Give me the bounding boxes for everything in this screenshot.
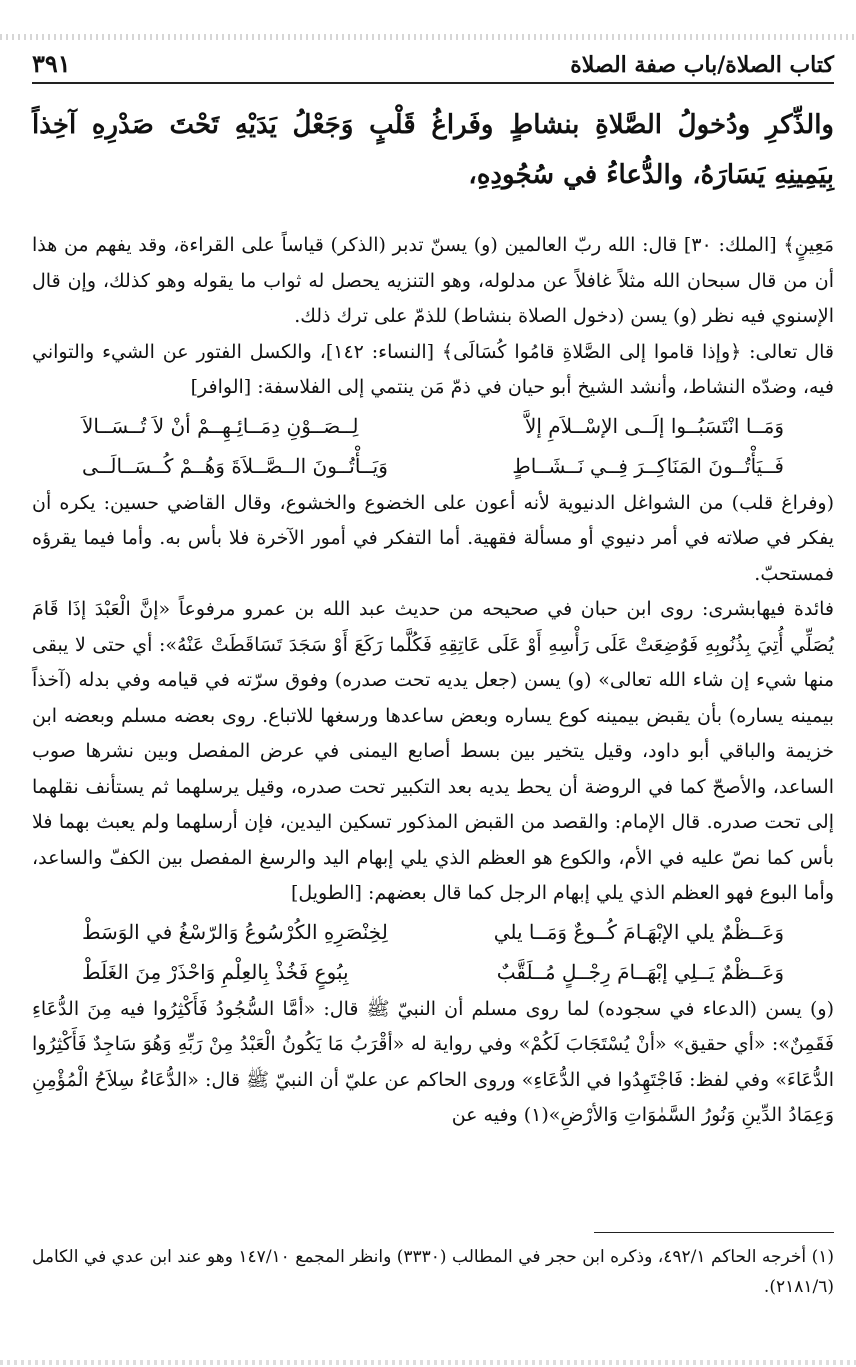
verse-hemistich-b: وَيَــأْتُــونَ الــصَّــلاَةَ وَهُــمْ كُــسَــالَــى xyxy=(82,453,388,478)
verse-hemistich-a: وَمَــا انْتَسَبُــوا إلَــى الإسْــلاَمِ إلاَّ xyxy=(524,413,784,438)
verse-line-4 xyxy=(32,952,834,992)
footnote-1: (١) أخرجه الحاكم ٤٩٢/١، وذكره ابن حجر في المطالب (٣٣٣٠) وانظر المجمع ١٤٧/١٠ وهو عند ابن عدي في الكامل (٢١٨١/٦). xyxy=(32,1247,834,1297)
paragraph-2: قال تعالى: ﴿وإذا قاموا إلى الصَّلاةِ قامُوا كُسَالَى﴾ [النساء: ١٤٢]، والكسل الفتور عن الشيء والتواني فيه، وضدّه النشاط، وأنشد الشيخ أبو حيان في ذمّ مَن ينتمي إلى الفلاسفة: [الوافر] xyxy=(32,340,834,398)
commentary xyxy=(32,228,834,1134)
verse-hemistich-b: لِخِنْصَرِهِ الكُرْسُوعُ وَالرّسْغُ في الوَسَطْ xyxy=(82,919,388,944)
running-title: كتاب الصلاة/باب صفة الصلاة xyxy=(570,52,834,78)
scan-edge-bottom xyxy=(0,1360,856,1365)
verse-hemistich-a: وَعَــظْمٌ يَــلِي إبْهَــامَ رِجْــلٍ مُــلَقَّبٌ xyxy=(496,959,784,984)
paragraph-1: مَعِينٍ﴾ [الملك: ٣٠] قال: الله ربّ العالمين (و) يسنّ تدبر (الذكر) قياساً على القراءة، وقد يفهم من هذا أن من قال سبحان الله مثلاً غافلاً عن مدلوله، وهو التنزيه يحصل له ثواب ما يقوله وهو كذلك، وإن قال الإسنوي فيه نظر (و) يسن (دخول الصلاة بنشاط) للذمّ على ترك ذلك. xyxy=(32,234,834,327)
page-header xyxy=(32,42,834,84)
footnotes xyxy=(32,1242,834,1302)
scan-edge-top xyxy=(0,34,856,40)
paragraph-5: (و) يسن (الدعاء في سجوده) لما روى مسلم أن النبيّ ﷺ قال: «أمَّا السُّجُودُ فَأَكْثِرُوا فيه مِنَ الدُّعَاءِ فَقَمِنٌ»: «أي حقيق» «أنْ يُسْتَجَابَ لَكُمْ» وفي رواية له «أقْرَبُ مَا يَكُونُ الْعَبْدُ مِنْ رَبِّهِ وَهُوَ سَاجِدٌ فَأَكْثِرُوا الدُّعَاءَ» وفي لفظ: فَاجْتَهِدُوا في الدُّعَاءِ» وروى الحاكم عن عليّ أن النبيّ ﷺ قال: «الدُّعَاءُ سِلاَحُ الْمُؤْمِنِ وَعِمَادُ الدِّينِ وَنُورُ السَّمٰوَاتِ وَالأرْضِ»(١) وفيه عن xyxy=(32,997,834,1126)
verse-hemistich-a: فَــيَأْتُــونَ المَنَاكِــرَ فِــي نَــشَــاطٍ xyxy=(512,453,784,478)
paragraph-4: فائدة فيهابشرى: روى ابن حبان في صحيحه من حديث عبد الله بن عمرو مرفوعاً «إنَّ الْعَبْدَ إذَا قَامَ يُصَلِّي أُتِيَ بِذُنُوبِهِ فَوُضِعَتْ عَلَى رَأْسِهِ أَوْ عَلَى عَاتِقِهِ فَكُلَّما رَكَعَ أَوْ سَجَدَ تَسَاقَطَتْ عَنْهُ»: أي حتى لا يبقى منها شيء إن شاء الله تعالى» (و) يسن (جعل يديه تحت صدره) وفوق سرّته في قيامه وفي بدله (آخذاً بيمينه يساره) بأن يقبض بيمينه كوع يساره وبعض ساعدها ورسغها للاتباع. روى بعضه مسلم وبعضه ابن خزيمة والباقي أبو داود، وقيل يتخير بين بسط أصابع اليمنى في عرض المفصل وبين نشرها صوب الساعد، والأصحّ كما في الروضة أن يحط يديه بعد التكبير تحت صدره، وقيل يرسلهما ثم يستأنف نقلهما إلى تحت صدره. قال الإمام: والقصد من القبض المذكور تسكين اليدين، فإن أرسلهما ولم يعبث بهما فلا بأس كما نصّ عليه في الأم، والكوع هو العظم الذي يلي إبهام اليد والرسغ المفصل بين الكفّ والساعد، وأما البوع فهو العظم الذي يلي إبهام الرجل كما قال بعضهم: [الطويل] xyxy=(32,598,834,904)
verse-hemistich-b: لِــصَــوْنِ دِمَــائِـهِــمْ أنْ لاَ تُــسَــالاَ xyxy=(82,413,359,438)
footnote-divider xyxy=(594,1232,834,1233)
verse-hemistich-b: بِبُوعٍ فَخُذْ بِالعِلْمِ وَاحْذَرْ مِنَ الغَلَطْ xyxy=(82,959,349,984)
matn-text: والذِّكرِ ودُخولُ الصَّلاةِ بنشاطٍ وفَراغُ قَلْبٍ وَجَعْلُ يَدَيْهِ تَحْتَ صَدْرِهِ آخِذاً بِيَمِينِهِ يَسَارَهُ، والدُّعاءُ في سُجُودِهِ، xyxy=(32,110,834,190)
paragraph-3: (وفراغ قلب) من الشواغل الدنيوية لأنه أعون على الخضوع والخشوع، وقال القاضي حسين: يكره أن يفكر في صلاته في أمر دنيوي أو مسألة فقهية. أما التفكر في أمور الآخرة فلا بأس به. وأما فيما يقرؤه فمستحبّ. xyxy=(32,491,834,585)
verse-hemistich-a: وَعَــظْمٌ يلي الإبْهَـامَ كُــوعٌ وَمَــا يلي xyxy=(493,919,784,944)
verse-line-2 xyxy=(32,446,834,486)
verse-line-3 xyxy=(32,912,834,952)
page-number: ٣٩١ xyxy=(32,49,71,78)
verse-line-1 xyxy=(32,406,834,446)
